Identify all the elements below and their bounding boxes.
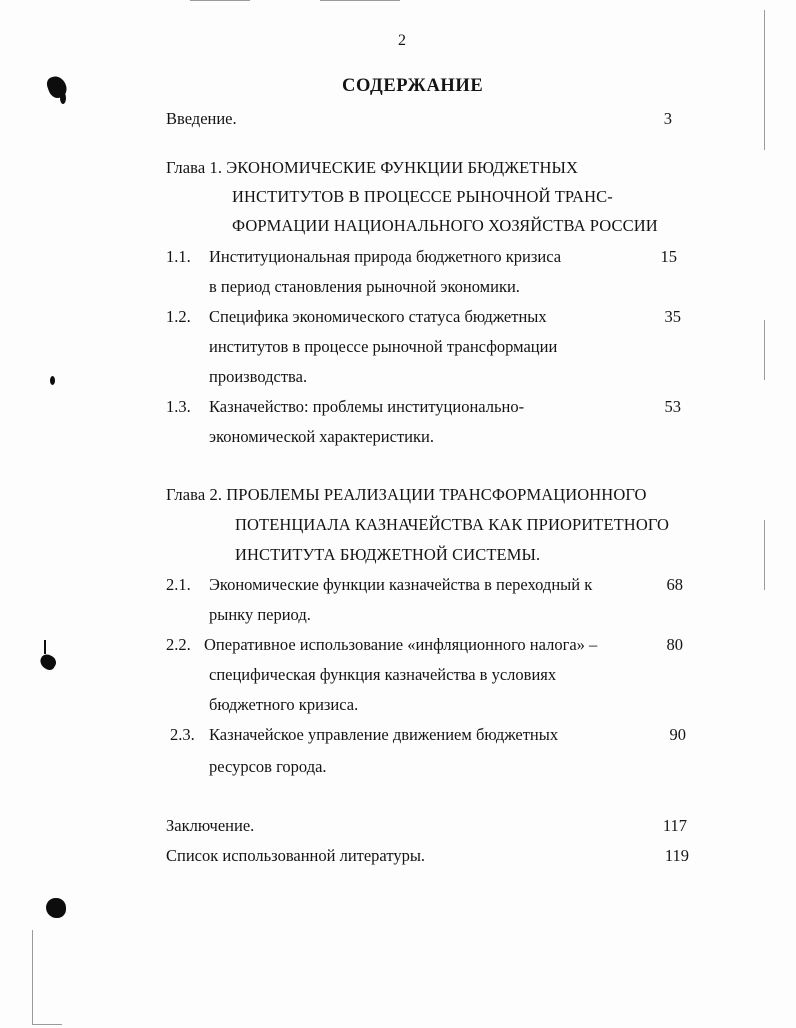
section-number: 2.1. <box>166 575 191 594</box>
chapter-2-heading: Глава 2. ПРОБЛЕМЫ РЕАЛИЗАЦИИ ТРАНСФОРМАЦИОННОГО <box>166 485 647 504</box>
chapter-2-heading: ИНСТИТУТА БЮДЖЕТНОЙ СИСТЕМЫ. <box>235 545 541 564</box>
ink-blot <box>60 92 66 104</box>
toc-page-bibliography: 119 <box>664 846 689 865</box>
section-number: 1.2. <box>166 307 191 326</box>
scan-edge-left <box>32 930 33 1025</box>
section-number: 1.3. <box>166 397 191 416</box>
toc-page-conclusion: 117 <box>662 816 687 835</box>
chapter-1-heading: ИНСТИТУТОВ В ПРОЦЕССЕ РЫНОЧНОЙ ТРАНС- <box>232 187 613 206</box>
scan-edge-right <box>764 520 765 590</box>
section-number: 1.1. <box>166 247 191 266</box>
section-page: 80 <box>666 635 683 654</box>
section-title: Казначейское управление движением бюджетных <box>209 725 559 744</box>
section-title: экономической характеристики. <box>209 427 434 446</box>
page-title: СОДЕРЖАНИЕ <box>342 76 484 96</box>
section-page: 15 <box>660 247 677 266</box>
section-page: 53 <box>664 397 681 416</box>
chapter-1-heading: ФОРМАЦИИ НАЦИОНАЛЬНОГО ХОЗЯЙСТВА РОССИИ <box>232 216 658 235</box>
toc-entry-bibliography: Список использованной литературы. <box>166 846 426 865</box>
section-title: Институциональная природа бюджетного кризиса <box>209 247 562 266</box>
section-page: 68 <box>666 575 683 594</box>
section-title: специфическая функция казначейства в условиях <box>209 665 557 684</box>
section-title: в период становления рыночной экономики. <box>209 277 520 296</box>
section-page: 90 <box>669 725 686 744</box>
section-title: ресурсов города. <box>209 757 327 776</box>
section-title: рынку период. <box>209 605 311 624</box>
scan-edge-right <box>764 10 765 150</box>
section-title: Казначейство: проблемы институционально- <box>209 397 525 416</box>
section-title: Специфика экономического статуса бюджетных <box>209 307 547 326</box>
toc-entry-intro: Введение. <box>166 109 237 128</box>
page-number: 2 <box>398 32 406 49</box>
toc-page-intro: 3 <box>663 109 672 128</box>
section-title: Оперативное использование «инфляционного налога» – <box>204 635 598 654</box>
scan-edge-right <box>764 320 765 380</box>
scan-edge-bottom <box>32 1024 62 1025</box>
ink-blot <box>50 376 55 385</box>
section-number: 2.2. <box>166 635 191 654</box>
section-title: Экономические функции казначейства в переходный к <box>209 575 593 594</box>
toc-entry-conclusion: Заключение. <box>166 816 255 835</box>
ink-blot <box>46 898 66 918</box>
section-title: производства. <box>209 367 308 386</box>
chapter-2-heading: ПОТЕНЦИАЛА КАЗНАЧЕЙСТВА КАК ПРИОРИТЕТНОГО <box>235 515 670 534</box>
scan-edge-top <box>320 0 400 1</box>
ink-blot <box>44 640 46 654</box>
section-title: институтов в процессе рыночной трансформации <box>209 337 558 356</box>
chapter-1-heading: Глава 1. ЭКОНОМИЧЕСКИЕ ФУНКЦИИ БЮДЖЕТНЫХ <box>166 158 578 177</box>
ink-blot <box>38 652 59 672</box>
section-title: бюджетного кризиса. <box>209 695 359 714</box>
section-number: 2.3. <box>170 725 195 744</box>
section-page: 35 <box>664 307 681 326</box>
scan-edge-top <box>190 0 250 1</box>
